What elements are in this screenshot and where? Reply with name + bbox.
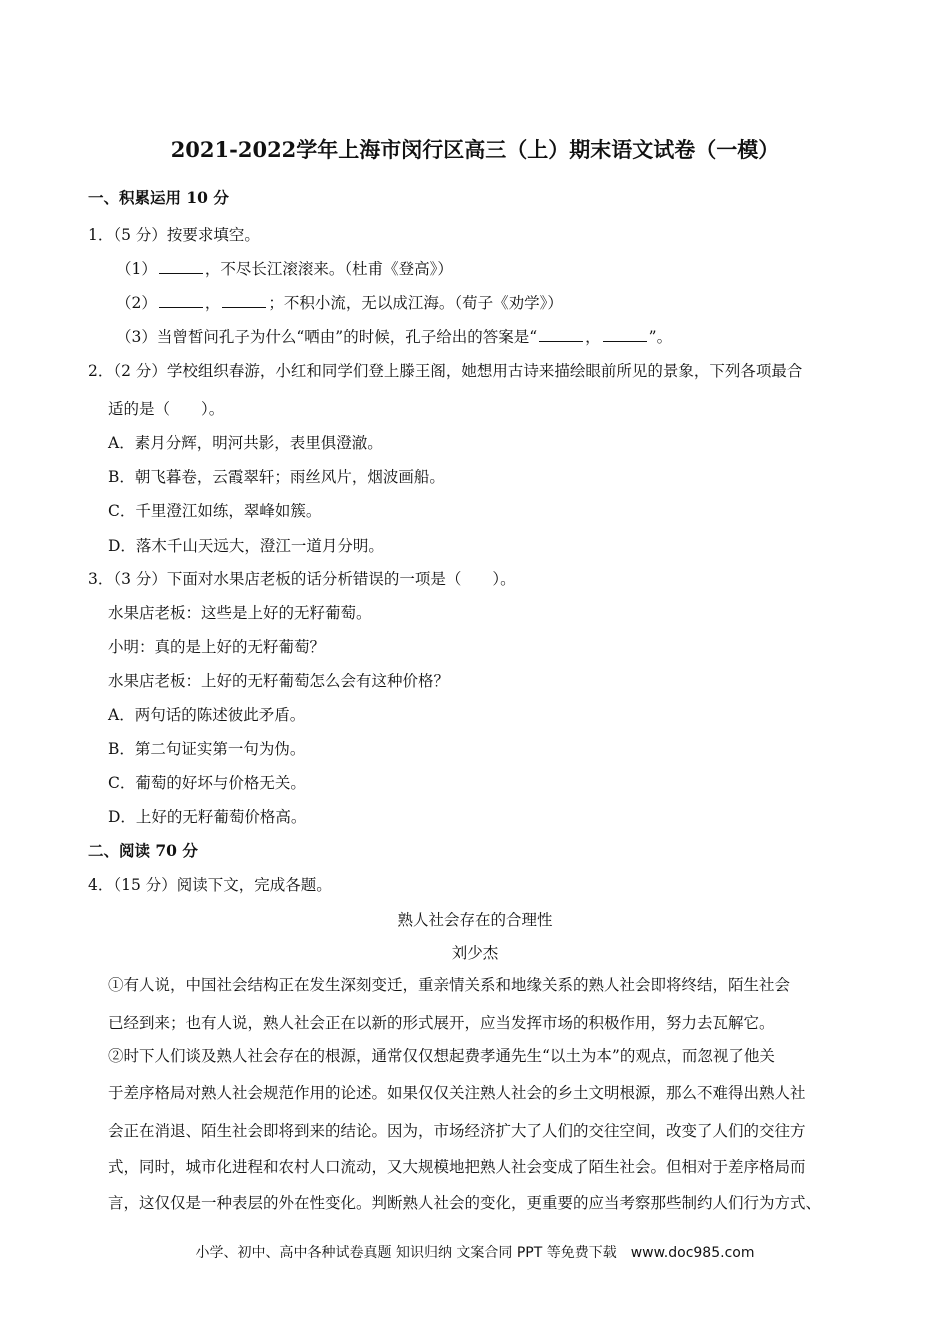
question-3-option-a[interactable]: A．两句话的陈述彼此矛盾。 bbox=[108, 706, 306, 724]
question-2-option-d[interactable]: D．落木千山天远大，澄江一道月分明。 bbox=[108, 537, 384, 555]
paragraph-2-line-3: 会正在消退、陌生社会即将到来的结论。因为，市场经济扩大了人们的交往空间，改变了人们的交往方 bbox=[108, 1122, 806, 1140]
exam-title: 2021-2022学年上海市闵行区高三（上）期末语文试卷（一模） bbox=[170, 137, 780, 162]
question-1-stem: 1．（5 分）按要求填空。 bbox=[88, 226, 260, 244]
answer-blank[interactable] bbox=[159, 293, 203, 308]
question-2-option-a[interactable]: A．素月分辉，明河共影，表里俱澄澈。 bbox=[108, 434, 383, 452]
question-1-part-3: （3）当曾皙问孔子为什么“哂由”的时候，孔子给出的答案是“ ， ”。 bbox=[116, 328, 673, 346]
answer-blank[interactable] bbox=[603, 327, 647, 342]
article-title: 熟人社会存在的合理性 bbox=[397, 911, 553, 929]
question-2-stem-line1: 2．（2 分）学校组织春游，小红和同学们登上滕王阁，她想用古诗来描绘眼前所见的景象，下列各项最合 bbox=[88, 362, 803, 380]
question-3-dialogue-3: 水果店老板：上好的无籽葡萄怎么会有这种价格？ bbox=[108, 672, 450, 690]
paragraph-2-line-4: 式，同时，城市化进程和农村人口流动，又大规模地把熟人社会变成了陌生社会。但相对于差序格局而 bbox=[108, 1158, 806, 1176]
question-3-dialogue-2: 小明：真的是上好的无籽葡萄？ bbox=[108, 638, 326, 656]
paragraph-2-line-2: 于差序格局对熟人社会规范作用的论述。如果仅仅关注熟人社会的乡土文明根源，那么不难得出熟人社 bbox=[108, 1084, 806, 1102]
paragraph-1-line-2: 已经到来；也有人说，熟人社会正在以新的形式展开，应当发挥市场的积极作用，努力去瓦解它。 bbox=[108, 1014, 775, 1032]
section-heading-accumulation: 一、积累运用 10 分 bbox=[88, 188, 229, 207]
question-3-option-b[interactable]: B．第二句证实第一句为伪。 bbox=[108, 740, 306, 758]
answer-blank[interactable] bbox=[222, 293, 266, 308]
question-4-stem: 4．（15 分）阅读下文，完成各题。 bbox=[88, 876, 332, 894]
paragraph-2-line-1: ②时下人们谈及熟人社会存在的根源，通常仅仅想起费孝通先生“以土为本”的观点，而忽视了他关 bbox=[108, 1047, 775, 1065]
paragraph-2-line-5: 言，这仅仅是一种表层的外在性变化。判断熟人社会的变化，更重要的应当考察那些制约人们行为方式、 bbox=[108, 1194, 822, 1212]
question-3-stem: 3．（3 分）下面对水果店老板的话分析错误的一项是（ ）。 bbox=[88, 570, 516, 588]
question-2-stem-line2: 适的是（ ）。 bbox=[108, 400, 225, 418]
answer-blank[interactable] bbox=[539, 327, 583, 342]
paragraph-1-line-1: ①有人说，中国社会结构正在发生深刻变迁，重亲情关系和地缘关系的熟人社会即将终结，陌生社会 bbox=[108, 976, 791, 994]
question-1-part-1: （1） ，不尽长江滚滚来。（杜甫《登高》） bbox=[116, 260, 453, 278]
question-1-part-2: （2） ， ；不积小流，无以成江海。（荀子《劝学》） bbox=[116, 294, 563, 312]
article-author: 刘少杰 bbox=[451, 944, 499, 962]
section-heading-reading: 二、阅读 70 分 bbox=[88, 841, 198, 860]
question-3-option-d[interactable]: D．上好的无籽葡萄价格高。 bbox=[108, 808, 307, 826]
question-2-option-c[interactable]: C．千里澄江如练，翠峰如簇。 bbox=[108, 502, 322, 520]
page-footer: 小学、初中、高中各种试卷真题 知识归纳 文案合同 PPT 等免费下载 www.doc985.com bbox=[195, 1245, 755, 1261]
question-3-option-c[interactable]: C．葡萄的好坏与价格无关。 bbox=[108, 774, 306, 792]
question-2-option-b[interactable]: B．朝飞暮卷，云霞翠轩；雨丝风片，烟波画船。 bbox=[108, 468, 445, 486]
question-3-dialogue-1: 水果店老板：这些是上好的无籽葡萄。 bbox=[108, 604, 372, 622]
answer-blank[interactable] bbox=[159, 259, 203, 274]
